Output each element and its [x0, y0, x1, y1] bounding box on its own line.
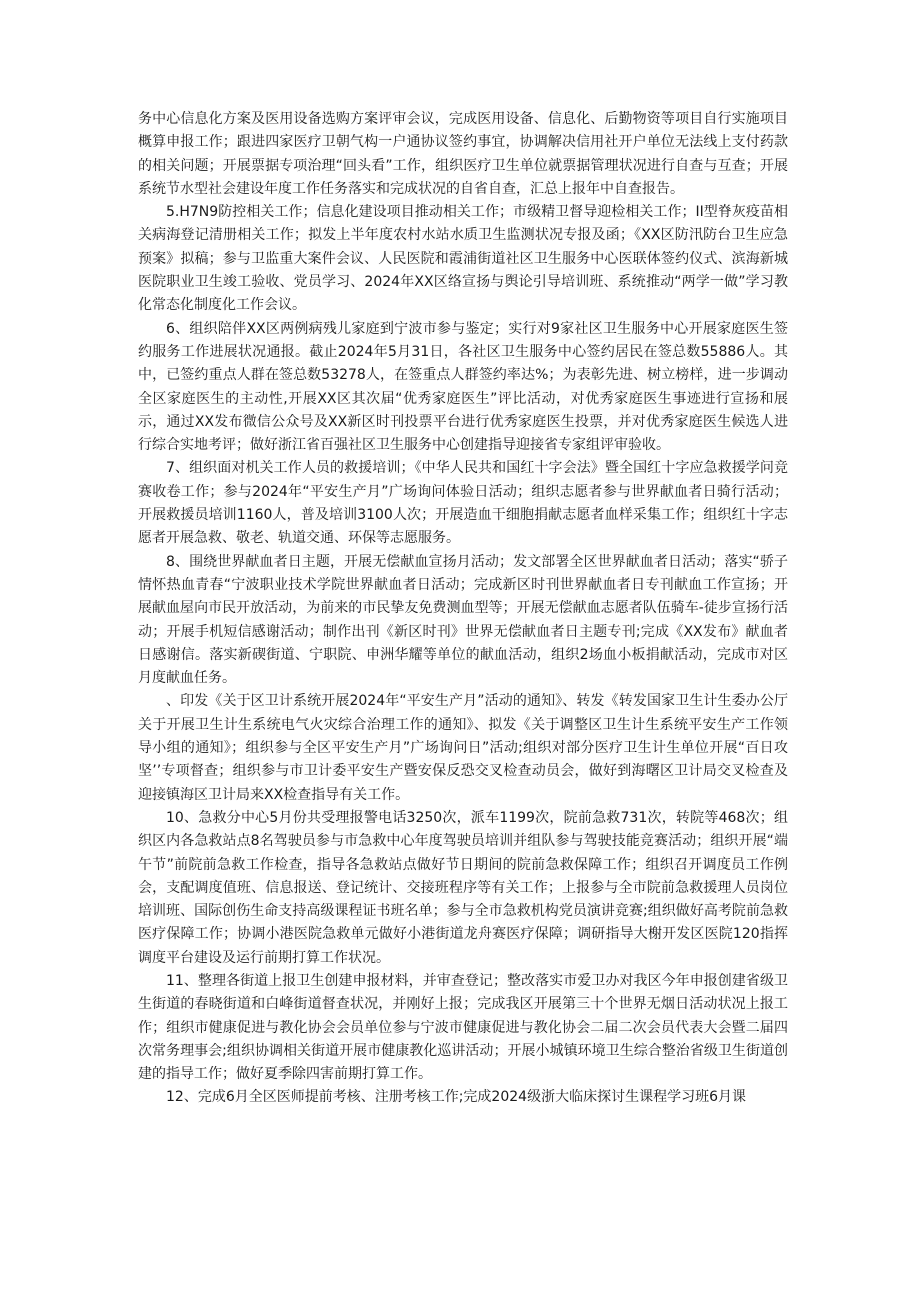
- document-page: [138, 108, 788, 1110]
- paragraph-item-6: 6、组织陪伴XX区两例病残儿家庭到宁波市参与鉴定；实行对9家社区卫生服务中心开展家庭医生签约服务工作进展状况通报。截止2024年5月31日，各社区卫生服务中心签约居民在签总数55886人。其中，已签约重点人群在签总数53278人，在签重点人群签约率达%；为表彰先进、树立榜样，进一步调动全区家庭医生的主动性,开展XX区其次届“优秀家庭医生”评比活动，对优秀家庭医生事迹进行宣扬和展示，通过XX发布微信公众号及XX新区时刊投票平台进行优秀家庭医生投票，并对优秀家庭医生候选人进行综合实地考评；做好浙江省百强社区卫生服务中心创建指导迎接省专家组评审验收。: [138, 320, 788, 454]
- paragraph-item-10: 10、急救分中心5月份共受理报警电话3250次，派车1199次，院前急救731次，转院等468次；组织区内各急救站点8名驾驶员参与市急救中心年度驾驶员培训并组队参与驾驶技能竞赛活动；组织开展“端午节”前院前急救工作检查，指导各急救站点做好节日期间的院前急救保障工作；组织召开调度员工作例会，支配调度值班、信息报送、登记统计、交接班程序等有关工作；上报参与全市院前急救援理人员岗位培训班、国际创伤生命支持高级课程证书班名单；参与全市急救机构党员演讲竞赛;组织做好高考院前急救医疗保障工作；协调小港医院急救单元做好小港街道龙舟赛医疗保障；调研指导大榭开发区医院120指挥调度平台建设及运行前期打算工作状况。: [138, 809, 788, 966]
- paragraph-item-7: 7、组织面对机关工作人员的救援培训；《中华人民共和国红十字会法》暨全国红十字应急救援学问竞赛收卷工作；参与2024年“平安生产月”广场询问体验日活动；组织志愿者参与世界献血者日骑行活动；开展救援员培训1160人，普及培训3100人次；开展造血干细胞捐献志愿者血样采集工作；组织红十字志愿者开展急救、敬老、轨道交通、环保等志愿服务。: [138, 460, 788, 547]
- paragraph-continued: 务中心信息化方案及医用设备选购方案评审会议，完成医用设备、信息化、后勤物资等项目自行实施项目概算申报工作；跟进四家医疗卫朝气构一户通协议签约事宜，协调解决信用社开户单位无法线上支付药款的相关问题；开展票据专项治理“回头看”工作，组织医疗卫生单位就票据管理状况进行自查与互查；开展系统节水型社会建设年度工作任务落实和完成状况的自省自查，汇总上报年中自查报告。: [138, 111, 788, 197]
- paragraph-item-8: 8、围绕世界献血者日主题，开展无偿献血宣扬月活动；发文部署全区世界献血者日活动；落实“骄子情怀热血青春“宁波职业技术学院世界献血者日活动；完成新区时刊世界献血者日专刊献血工作宣扬；开展献血屋向市民开放活动，为前来的市民挚友免费测血型等；开展无偿献血志愿者队伍骑车-徒步宣扬行活动；开展手机短信感谢活动；制作出刊《新区时刊》世界无偿献血者日主题专刊;完成《XX发布》献血者日感谢信。落实新碶街道、宁职院、申洲华耀等单位的献血活动，组织2场血小板捐献活动，完成市对区月度献血任务。: [138, 553, 788, 687]
- paragraph-item-11: 11、整理各街道上报卫生创建申报材料，并审查登记；整改落实市爱卫办对我区今年申报创建省级卫生街道的春晓街道和白峰街道督查状况，并刚好上报；完成我区开展第三十个世界无烟日活动状况上报工作；组织市健康促进与教化协会会员单位参与宁波市健康促进与教化协会二届二次会员代表大会暨二届四次常务理事会;组织协调相关街道开展市健康教化巡讲活动；开展小城镇环境卫生综合整治省级卫生街道创建的指导工作；做好夏季除四害前期打算工作。: [138, 972, 788, 1083]
- paragraph-item-5: 5.H7N9防控相关工作；信息化建设项目推动相关工作；市级精卫督导迎检相关工作；II型脊灰疫苗相关病海登记清册相关工作；拟发上半年度农村水站水质卫生监测状况专报及函；《XX区防汛防台卫生应急预案》拟稿；参与卫监重大案件会议、人民医院和霞浦街道社区卫生服务中心医联体签约仪式、滨海新城医院职业卫生竣工验收、党员学习、2024年XX区络宣扬与舆论引导培训班、系统推动“两学一做”学习教化常态化制度化工作会议。: [138, 204, 788, 314]
- paragraph-item-9: 、印发《关于区卫计系统开展2024年“平安生产月”活动的通知》、转发《转发国家卫生计生委办公厅关于开展卫生计生系统电气火灾综合治理工作的通知》、拟发《关于调整区卫生计生系统平安生产工作领导小组的通知》；组织参与全区平安生产月”广场询问日”活动;组织对部分医疗卫生计生单位开展“百日攻坚’’专项督查；组织参与市卫计委平安生产暨安保反恐交叉检查动员会，做好到海曙区卫计局交叉检查及迎接镇海区卫计局来XX检查指导有关工作。: [138, 693, 788, 803]
- paragraph-item-12: 12、完成6月全区医师提前考核、注册考核工作;完成2024级浙大临床探讨生课程学习班6月课: [166, 1089, 746, 1106]
